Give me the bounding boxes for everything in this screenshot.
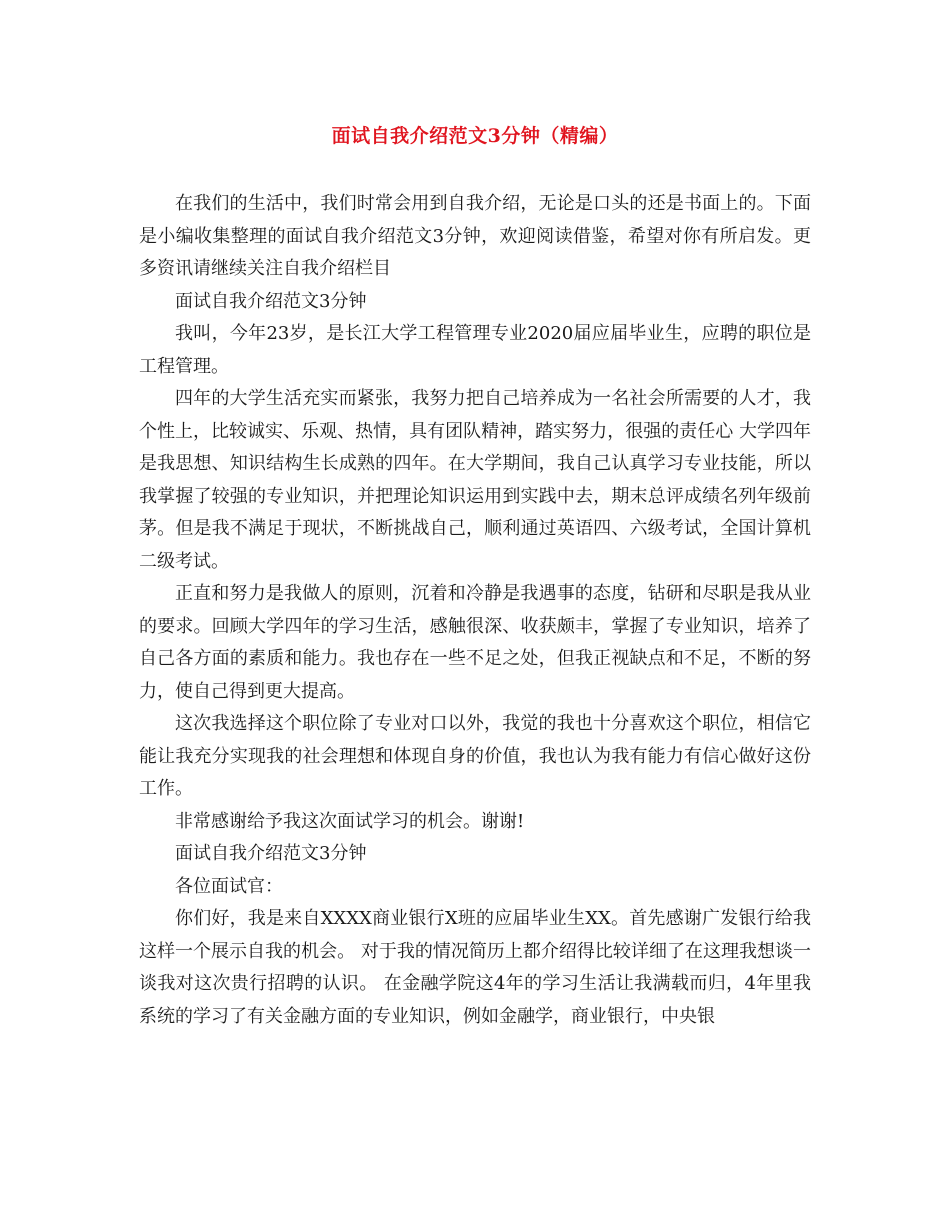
document-title: 面试自我介绍范文3分钟（精编）: [331, 125, 619, 147]
body-paragraph: 正直和努力是我做人的原则，沉着和冷静是我遇事的态度，钻研和尽职是我从业的要求。回顾大学四年的学习生活，感触很深、收获颇丰，掌握了专业知识，培养了自己各方面的素质和能力。我也存在一些不足之处，但我正视缺点和不足，不断的努力，使自己得到更大提高。: [139, 583, 811, 702]
body-paragraph: 我叫，今年23岁，是长江大学工程管理专业2020届应届毕业生，应聘的职位是工程管理。: [139, 323, 811, 377]
section-heading-1: 面试自我介绍范文3分钟: [175, 290, 367, 312]
section-heading-2: 面试自我介绍范文3分钟: [175, 843, 367, 864]
body-paragraph: 这次我选择这个职位除了专业对口以外，我觉的我也十分喜欢这个职位，相信它能让我充分实现我的社会理想和体现自身的价值，我也认为我有能力有信心做好这份工作。: [139, 713, 811, 799]
body-paragraph: 你们好，我是来自XXXX商业银行X班的应届毕业生XX。首先感谢广发银行给我这样一个展示自我的机会。 对于我的情况简历上都介绍得比较详细了在这理我想谈一谈我对这次贵行招聘的认识。 在金融学院这4年的学习生活让我满载而归，4年里我系统的学习了有关金融方面的专业知识，例如金融学，商业银行，中央银: [139, 908, 811, 1027]
intro-paragraph: 在我们的生活中，我们时常会用到自我介绍，无论是口头的还是书面上的。下面是小编收集整理的面试自我介绍范文3分钟，欢迎阅读借鉴，希望对你有所启发。更多资讯请继续关注自我介绍栏目: [139, 193, 811, 279]
body-paragraph: 非常感谢给予我这次面试学习的机会。谢谢!: [175, 810, 525, 832]
salutation: 各位面试官：: [175, 875, 283, 897]
document-body: [139, 188, 811, 1033]
body-paragraph: 四年的大学生活充实而紧张，我努力把自己培养成为一名社会所需要的人才，我个性上，比较诚实、乐观、热情，具有团队精神，踏实努力，很强的责任心 大学四年是我思想、知识结构生长成熟的四年。在大学期间，我自己认真学习专业技能，所以我掌握了较强的专业知识，并把理论知识运用到实践中去，期末总评成绩名列年级前茅。但是我不满足于现状，不断挑战自己，顺利通过英语四、六级考试，全国计算机二级考试。: [139, 388, 811, 572]
